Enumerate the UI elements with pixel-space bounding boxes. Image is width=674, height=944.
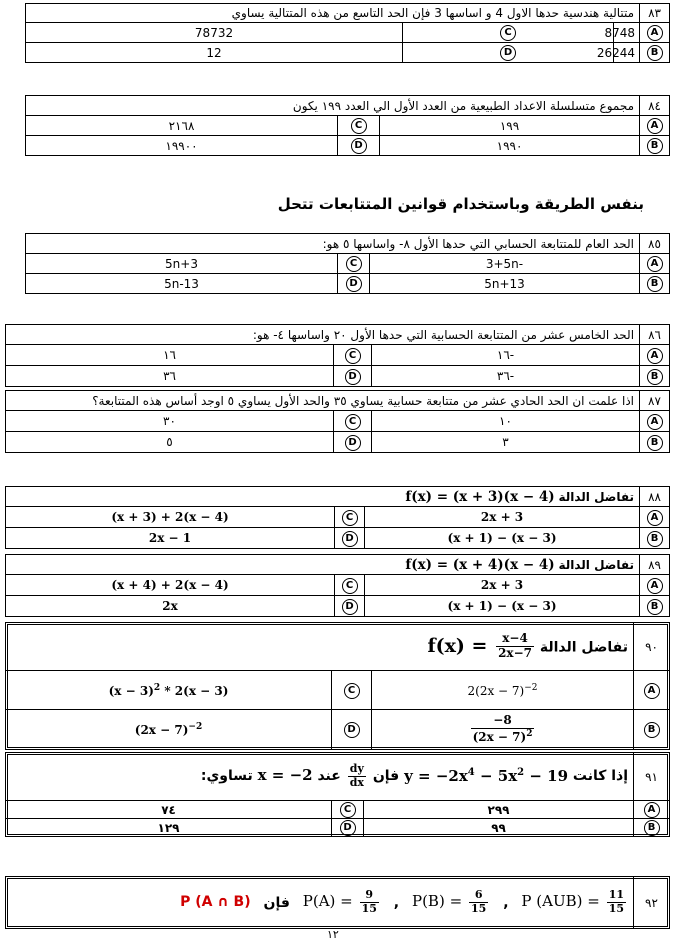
question-number: ٨٧ <box>640 391 670 411</box>
option-b-marker[interactable]: B <box>634 819 670 837</box>
question-text: متتالية هندسية حدها الاول 4 و اساسها 3 فإن الحد التاسع من هذه المتتالية يساوي <box>26 4 640 23</box>
option-c-marker[interactable]: C <box>334 345 372 366</box>
option-a-marker[interactable]: A <box>640 116 670 136</box>
option-b-value: 26244 <box>614 43 640 63</box>
question-label: تفاضل الدالة <box>558 557 635 572</box>
question-83 <box>25 3 670 63</box>
question-text <box>6 487 640 507</box>
question-text: الحد الخامس عشر من المتتابعة الحسابية التي حدها الأول ٢٠ واساسها ٤- هو: <box>6 325 640 345</box>
option-c-marker[interactable]: C <box>335 507 365 528</box>
option-c-value: $(x - 3)^2 * 2(x - 3)$ <box>6 671 332 710</box>
question-91 <box>5 752 670 837</box>
option-c-marker[interactable]: C <box>338 254 370 274</box>
option-b-value: (x + 1) − (x − 3) <box>365 528 640 549</box>
option-a-value: 2x + 3 <box>365 507 640 528</box>
option-d-value: ٥ <box>6 432 334 453</box>
option-c-value: ٣٠ <box>6 411 334 432</box>
question-text <box>6 555 640 575</box>
option-d-marker[interactable]: D <box>335 596 365 617</box>
option-a-value: ١٩٩ <box>380 116 640 136</box>
option-d-marker[interactable]: D <box>338 136 380 156</box>
option-a-value: -١٦ <box>372 345 640 366</box>
question-84 <box>25 95 670 156</box>
question-text: الحد العام للمتتابعة الحسابي التي حدها الأول ٨- واساسها ٥ هو: <box>26 234 640 254</box>
option-b-value: $\frac{-8}{(2x - 7)^2}$ <box>372 710 634 750</box>
option-c-value: ٢١٦٨ <box>26 116 338 136</box>
option-c-marker[interactable]: C <box>334 411 372 432</box>
option-b-value: ١٩٩٠ <box>380 136 640 156</box>
option-c-marker[interactable]: C <box>338 116 380 136</box>
option-d-marker[interactable]: D <box>335 528 365 549</box>
question-number: ٨٥ <box>640 234 670 254</box>
option-d-value: 12 <box>26 43 403 63</box>
page-number: ١٢ <box>327 928 339 941</box>
option-d-value: 2x <box>6 596 335 617</box>
option-b-marker[interactable]: B <box>640 528 670 549</box>
option-b-marker[interactable]: B <box>640 432 670 453</box>
question-number: ٩٠ <box>634 623 670 671</box>
question-86 <box>5 324 670 387</box>
option-b-value: ٩٩ <box>364 819 634 837</box>
option-c-value: ١٦ <box>6 345 334 366</box>
option-c-marker[interactable]: C <box>335 575 365 596</box>
option-c-value: 78732 <box>26 23 403 43</box>
option-d-marker[interactable]: D <box>332 710 372 750</box>
question-label: تفاضل الدالة <box>558 489 635 504</box>
question-number: ٩١ <box>634 753 670 801</box>
option-d-value: ١٩٩٠٠ <box>26 136 338 156</box>
question-92 <box>5 876 670 929</box>
option-a-marker[interactable]: A <box>634 801 670 819</box>
option-d-marker[interactable]: D <box>334 432 372 453</box>
question-85 <box>25 233 670 294</box>
option-c-value: ٧٤ <box>6 801 332 819</box>
option-d-value: ١٢٩ <box>6 819 332 837</box>
question-number: ٨٨ <box>640 487 670 507</box>
question-text: اذا علمت ان الحد الحادي عشر من متتابعة حسابية يساوي ٣٥ والحد الأول يساوي ٥ اوجد أساس هذه المتتابعة؟ <box>6 391 640 411</box>
question-text <box>6 877 634 929</box>
option-a-value: 8748 <box>614 23 640 43</box>
option-d-marker[interactable]: D <box>338 274 370 294</box>
option-b-value: ٣ <box>372 432 640 453</box>
option-c-marker[interactable]: C <box>332 671 372 710</box>
option-a-marker[interactable]: A <box>640 411 670 432</box>
question-label: تفاضل الدالة <box>539 639 629 656</box>
option-a-marker[interactable]: A <box>634 671 670 710</box>
option-a-marker[interactable]: A <box>640 575 670 596</box>
question-88 <box>5 486 670 549</box>
option-a-marker[interactable]: A <box>640 254 670 274</box>
option-c-value: (x + 4) + 2(x − 4) <box>6 575 335 596</box>
option-c-marker[interactable]: C <box>332 801 364 819</box>
question-number: ٨٣ <box>640 4 670 23</box>
question-number: ٨٩ <box>640 555 670 575</box>
option-b-marker[interactable]: B <box>634 710 670 750</box>
option-a-value: ١٠ <box>372 411 640 432</box>
option-a-marker[interactable]: A <box>640 23 670 43</box>
question-number: ٨٦ <box>640 325 670 345</box>
option-d-marker[interactable]: D <box>332 819 364 837</box>
function-expression: f(x) = (x + 3)(x − 4) <box>405 488 555 505</box>
option-c-value: (x + 3) + 2(x − 4) <box>6 507 335 528</box>
probability-expression: P (A ∩ B) فإن P(A) = $\frac{9}{15}$ , P(B) = $\frac{6}{15}$ , P (AUB) = $\frac{11}{15}$ <box>180 888 624 915</box>
option-c-marker[interactable]: C <box>403 23 614 43</box>
option-d-value: 5n-13 <box>26 274 338 294</box>
question-number: ٨٤ <box>640 96 670 116</box>
option-b-marker[interactable]: B <box>640 366 670 387</box>
option-b-value: (x + 1) − (x − 3) <box>365 596 640 617</box>
option-a-value: 2x + 3 <box>365 575 640 596</box>
option-b-value: 5n+13 <box>370 274 640 294</box>
option-d-marker[interactable]: D <box>403 43 614 63</box>
section-heading: بنفس الطريقة وباستخدام قوانين المتتابعات تتحل <box>277 195 644 213</box>
option-b-marker[interactable]: B <box>640 136 670 156</box>
option-a-marker[interactable]: A <box>640 345 670 366</box>
question-text <box>6 623 634 671</box>
question-text: إذا كانت $y = -2x^4 - 5x^2 - 19$ فإن $\frac{dy}{dx}$ عند x = −2 تساوي: <box>6 753 634 801</box>
option-b-marker[interactable]: B <box>640 274 670 294</box>
option-a-value: $2(2x - 7)^{-2}$ <box>372 671 634 710</box>
option-d-value: $(2x - 7)^{-2}$ <box>6 710 332 750</box>
option-a-marker[interactable]: A <box>640 507 670 528</box>
option-a-value: -3+5n <box>370 254 640 274</box>
function-expression: f(x) = (x + 4)(x − 4) <box>405 556 555 573</box>
question-number: ٩٢ <box>634 877 670 929</box>
option-d-marker[interactable]: D <box>334 366 372 387</box>
question-89 <box>5 554 670 617</box>
question-90 <box>5 622 670 750</box>
option-c-value: 5n+3 <box>26 254 338 274</box>
option-b-marker[interactable]: B <box>640 43 670 63</box>
option-b-value: -٣٦ <box>372 366 640 387</box>
option-d-value: ٣٦ <box>6 366 334 387</box>
option-a-value: ٢٩٩ <box>364 801 634 819</box>
option-d-value: 2x − 1 <box>6 528 335 549</box>
function-expression: f(x) = $\frac{x-4}{2x-7}$ <box>427 631 532 660</box>
question-87 <box>5 390 670 453</box>
question-text: مجموع متسلسلة الاعداد الطبيعية من العدد الأول الي العدد ١٩٩ يكون <box>26 96 640 116</box>
option-b-marker[interactable]: B <box>640 596 670 617</box>
